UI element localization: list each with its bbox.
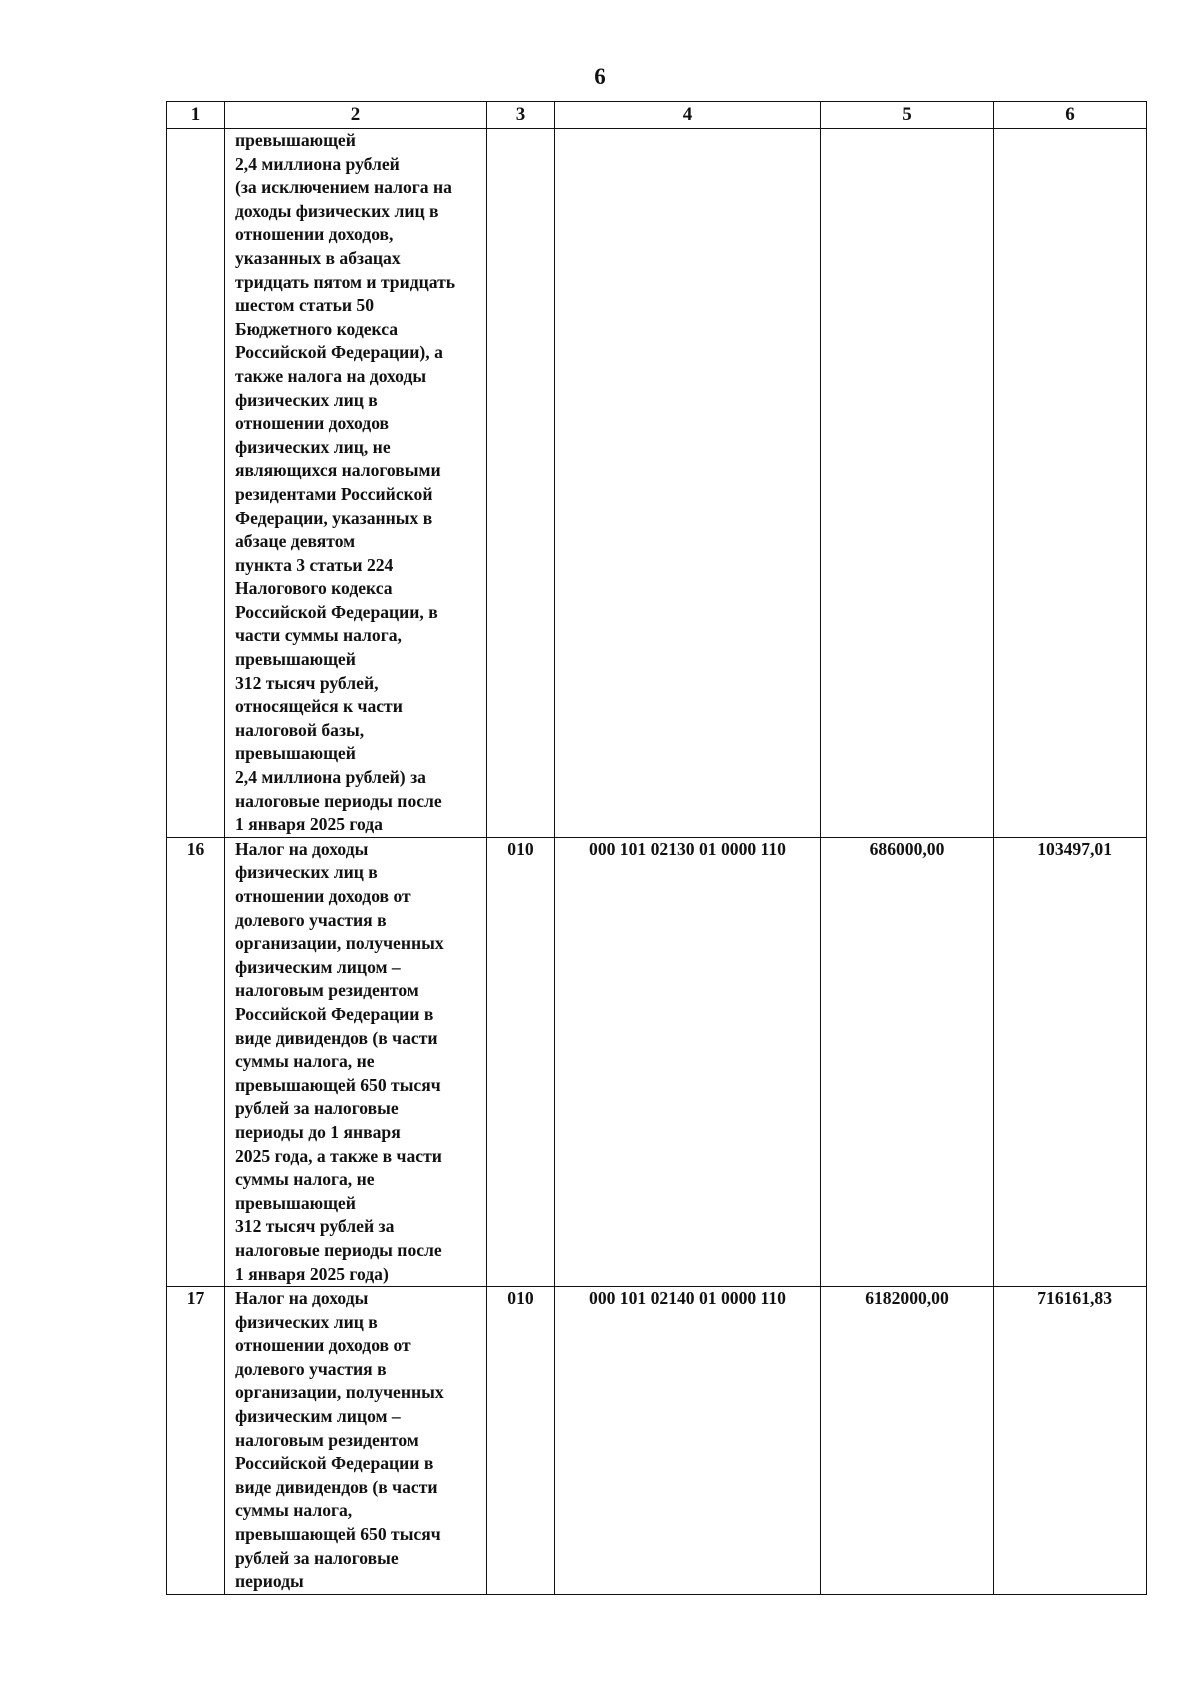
- income-name-line: Российской Федерации, в: [235, 601, 438, 622]
- income-name-line: организации, полученных: [235, 933, 444, 954]
- income-name-line: периоды: [235, 1571, 304, 1592]
- income-name-line: доходы физических лиц в: [235, 200, 439, 221]
- income-name-line: Налог на доходы: [235, 1288, 369, 1309]
- income-name-line: тридцать пятом и тридцать: [235, 271, 456, 292]
- income-name-line: налоговым резидентом: [235, 1429, 419, 1450]
- income-name-line: отношении доходов от: [235, 1335, 411, 1356]
- column-header-1: 1: [167, 102, 225, 129]
- income-name-line: являющихся налоговыми: [235, 460, 441, 481]
- income-name-line: превышающей 650 тысяч: [235, 1524, 441, 1545]
- table-row: [167, 129, 1147, 838]
- income-name-line: превышающей: [235, 649, 356, 670]
- income-name-line: физических лиц в: [235, 862, 378, 883]
- income-name-line: виде дивидендов (в части: [235, 1027, 438, 1048]
- income-name-line: 1 января 2025 года): [235, 1263, 389, 1284]
- income-name-line: Бюджетного кодекса: [235, 318, 399, 339]
- income-name-line: Российской Федерации в: [235, 1453, 434, 1474]
- income-name-line: физическим лицом –: [235, 1406, 401, 1427]
- income-name-line: превышающей: [235, 1192, 356, 1213]
- income-name-line: резидентами Российской: [235, 483, 433, 504]
- income-name-line: превышающей 650 тысяч: [235, 1074, 441, 1095]
- income-name-line: шестом статьи 50: [235, 295, 375, 316]
- income-name-line: налоговые периоды после: [235, 790, 442, 811]
- table-row: [167, 837, 1147, 1286]
- executed-amount: [994, 129, 1147, 838]
- income-name-line: налоговым резидентом: [235, 980, 419, 1001]
- income-name-line: Налог на доходы: [235, 838, 369, 859]
- income-name-line: превышающей: [235, 743, 356, 764]
- planned-amount: 686000,00: [821, 837, 994, 1286]
- income-name-line: указанных в абзацах: [235, 247, 401, 268]
- table-row: [167, 1287, 1147, 1595]
- column-header-3: 3: [487, 102, 555, 129]
- income-name-cell: [225, 837, 487, 1286]
- income-name-line: виде дивидендов (в части: [235, 1476, 438, 1497]
- page-number: 6: [594, 64, 606, 89]
- income-name-line: превышающей: [235, 130, 356, 150]
- income-name-cell: [225, 1287, 487, 1595]
- income-name-line: 1 января 2025 года: [235, 814, 383, 835]
- income-name-line: суммы налога,: [235, 1500, 353, 1521]
- planned-amount: [821, 129, 994, 838]
- budget-income-table: [166, 101, 1147, 1595]
- executed-amount: 103497,01: [994, 837, 1147, 1286]
- income-name-line: 2,4 миллиона рублей) за: [235, 767, 426, 788]
- row-number: 17: [167, 1287, 225, 1595]
- administrator-code: 010: [487, 837, 555, 1286]
- income-name-line: также налога на доходы: [235, 365, 427, 386]
- income-name-line: 2025 года, а также в части: [235, 1145, 442, 1166]
- income-name-line: долевого участия в: [235, 909, 387, 930]
- administrator-code: [487, 129, 555, 838]
- income-name-cell: [225, 129, 487, 838]
- budget-classification-code: 000 101 02130 01 0000 110: [555, 837, 821, 1286]
- income-name-line: физических лиц в: [235, 389, 378, 410]
- budget-classification-code: [555, 129, 821, 838]
- row-number: [167, 129, 225, 838]
- income-name-line: периоды до 1 января: [235, 1121, 401, 1142]
- income-name-line: физических лиц в: [235, 1311, 378, 1332]
- income-name-line: (за исключением налога на: [235, 177, 452, 198]
- column-header-5: 5: [821, 102, 994, 129]
- table-header-row: [167, 102, 1147, 129]
- administrator-code: 010: [487, 1287, 555, 1595]
- income-name-line: 312 тысяч рублей за: [235, 1216, 395, 1237]
- income-name-line: долевого участия в: [235, 1358, 387, 1379]
- income-name-line: 2,4 миллиона рублей: [235, 153, 400, 174]
- income-name-line: отношении доходов,: [235, 224, 394, 245]
- row-number: 16: [167, 837, 225, 1286]
- column-header-4: 4: [555, 102, 821, 129]
- income-name-line: Российской Федерации в: [235, 1003, 434, 1024]
- executed-amount: 716161,83: [994, 1287, 1147, 1595]
- income-name-line: налоговые периоды после: [235, 1239, 442, 1260]
- income-name-line: физических лиц, не: [235, 436, 391, 457]
- income-name-line: отношении доходов от: [235, 886, 411, 906]
- income-name-line: рублей за налоговые: [235, 1547, 399, 1568]
- income-name-line: Российской Федерации), а: [235, 342, 443, 363]
- column-header-6: 6: [994, 102, 1147, 129]
- income-name-line: части суммы налога,: [235, 625, 402, 646]
- income-name-line: Налогового кодекса: [235, 578, 393, 599]
- income-name-line: физическим лицом –: [235, 956, 401, 977]
- budget-classification-code: 000 101 02140 01 0000 110: [555, 1287, 821, 1595]
- income-name-line: организации, полученных: [235, 1382, 444, 1403]
- column-header-2: 2: [225, 102, 487, 129]
- income-name-line: 312 тысяч рублей,: [235, 672, 379, 693]
- income-name-line: пункта 3 статьи 224: [235, 554, 394, 575]
- income-name-line: относящейся к части: [235, 696, 403, 717]
- income-name-line: суммы налога, не: [235, 1051, 375, 1072]
- income-name-line: Федерации, указанных в: [235, 507, 433, 528]
- planned-amount: 6182000,00: [821, 1287, 994, 1595]
- income-name-line: абзаце девятом: [235, 531, 356, 552]
- income-name-line: отношении доходов: [235, 413, 390, 434]
- income-name-line: рублей за налоговые: [235, 1098, 399, 1119]
- income-name-line: налоговой базы,: [235, 719, 365, 740]
- income-name-line: суммы налога, не: [235, 1169, 375, 1190]
